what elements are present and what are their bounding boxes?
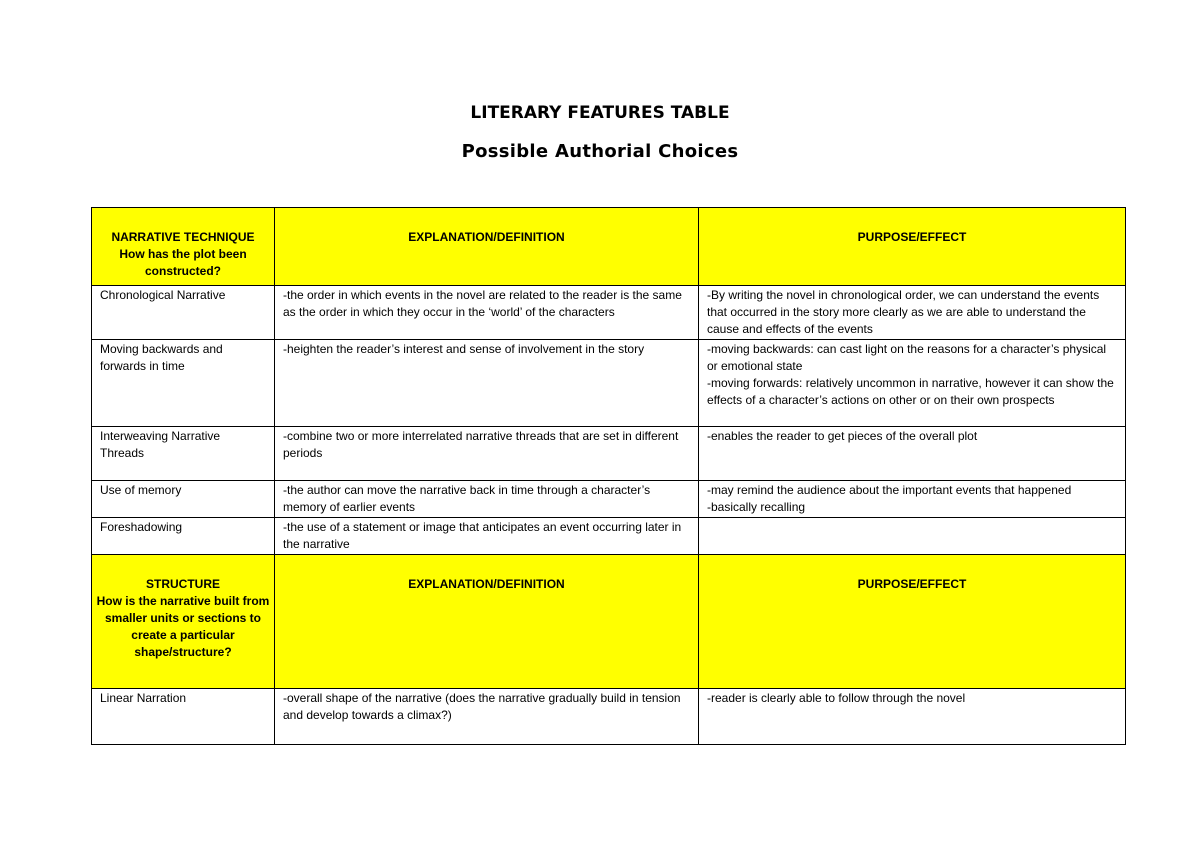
- narrative-header-row: [92, 208, 1126, 286]
- technique-cell: Foreshadowing: [92, 518, 275, 555]
- purpose-cell: [699, 481, 1126, 518]
- header-question: How is the narrative built from smaller units or sections to create a particular shape/structure?: [96, 594, 270, 659]
- document-title: LITERARY FEATURES TABLE: [470, 103, 730, 123]
- header-label: NARRATIVE TECHNIQUE: [111, 230, 255, 244]
- explanation-cell: -the author can move the narrative back in time through a character’s memory of earlier events: [275, 481, 699, 518]
- header-label: STRUCTURE: [146, 577, 220, 591]
- explanation-cell: -the order in which events in the novel are related to the reader is the same as the order in which they occur in the ‘world’ of the characters: [275, 286, 699, 340]
- explanation-cell: -overall shape of the narrative (does the narrative gradually build in tension and develop towards a climax?): [275, 689, 699, 745]
- purpose-line: -reader is clearly able to follow through the novel: [707, 691, 966, 705]
- document-subtitle: Possible Authorial Choices: [461, 141, 739, 162]
- structure-header: [92, 555, 275, 689]
- table-row: [92, 340, 1126, 427]
- purpose-line: -By writing the novel in chronological order, we can understand the events that occurred in the story more clearly as we are able to understand the cause and effects of the events: [707, 288, 1100, 336]
- structure-header-row: [92, 555, 1126, 689]
- table-row: [92, 286, 1126, 340]
- table-row: [92, 481, 1126, 518]
- explanation-cell: -the use of a statement or image that anticipates an event occurring later in the narrative: [275, 518, 699, 555]
- purpose-cell: [699, 286, 1126, 340]
- technique-cell: Chronological Narrative: [92, 286, 275, 340]
- purpose-header: PURPOSE/EFFECT: [699, 208, 1126, 286]
- purpose-line: -moving backwards: can cast light on the reasons for a character’s physical or emotional state: [707, 342, 1107, 373]
- purpose-line: -basically recalling: [707, 500, 806, 514]
- purpose-line: -enables the reader to get pieces of the overall plot: [707, 429, 978, 443]
- table-row: [92, 689, 1126, 745]
- technique-cell: Interweaving Narrative Threads: [92, 427, 275, 481]
- narrative-technique-header: [92, 208, 275, 286]
- header-question: How has the plot been constructed?: [119, 247, 247, 278]
- technique-cell: Use of memory: [92, 481, 275, 518]
- purpose-cell: [699, 427, 1126, 481]
- purpose-cell: [699, 340, 1126, 427]
- literary-features-table: [91, 207, 1126, 745]
- purpose-cell: [699, 518, 1126, 555]
- explanation-cell: -combine two or more interrelated narrative threads that are set in different periods: [275, 427, 699, 481]
- table-row: [92, 427, 1126, 481]
- technique-cell: Linear Narration: [92, 689, 275, 745]
- explanation-header: EXPLANATION/DEFINITION: [275, 208, 699, 286]
- purpose-cell: [699, 689, 1126, 745]
- technique-cell: Moving backwards and forwards in time: [92, 340, 275, 427]
- purpose-line: -may remind the audience about the important events that happened: [707, 483, 1072, 497]
- purpose-header: PURPOSE/EFFECT: [699, 555, 1126, 689]
- table-row: [92, 518, 1126, 555]
- explanation-cell: -heighten the reader’s interest and sense of involvement in the story: [275, 340, 699, 427]
- purpose-line: -moving forwards: relatively uncommon in narrative, however it can show the effects of a character’s actions on other or on their own prospects: [707, 376, 1114, 407]
- explanation-header: EXPLANATION/DEFINITION: [275, 555, 699, 689]
